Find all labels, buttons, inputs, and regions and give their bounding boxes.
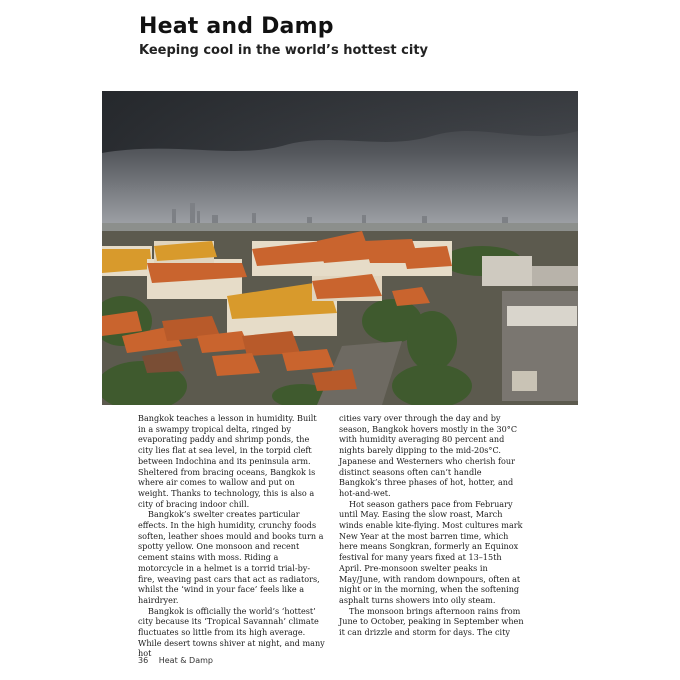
paragraph: Bangkok is officially the world’s ‘hottest’ city because its ‘Tropical Savannah’ climate fluctuates so little from its high average. While desert towns shiver at night, and many hot: [138, 605, 325, 659]
paragraph: Bangkok teaches a lesson in humidity. Built in a swampy tropical delta, ringed by evaporating paddy and shrimp ponds, the city lies flat at sea level, in the torpid cleft between Indochina and its peninsula arm. Sheltered from bracing oceans, Bangkok is where air comes to wallow and put on weight. Thanks to technology, this is also a city of bracing indoor chill.: [138, 413, 317, 509]
paragraph: The monsoon brings afternoon rains from June to October, peaking in September when it can drizzle and storm for days. The city: [339, 605, 524, 638]
body-column-left: [138, 413, 325, 659]
body-column-right: [339, 413, 526, 638]
paragraph: Bangkok’s swelter creates particular effects. In the high humidity, crunchy foods soften, leather shoes mould and books turn a spotty yellow. One monsoon and recent cement stains with moss. Riding a motorcycle in a helmet is a torrid trial-by-fire, weaving past cars that act as radiators, whilst the ‘wind in your face’ feels like a hairdryer.: [138, 509, 324, 605]
bangkok-skyline-photo: [102, 91, 578, 405]
page-number: 36: [138, 656, 149, 665]
page-footer: [138, 656, 213, 665]
page-subtitle: Keeping cool in the world’s hottest city: [139, 43, 429, 58]
paragraph: cities vary over through the day and by season, Bangkok hovers mostly in the 30°C with humidity averaging 80 percent and nights barely dipping to the mid-20s°C. Japanese and Westerners who cherish four distinct seasons often can’t handle Bangkok’s three phases of hot, hotter, and hot-and-wet.: [339, 413, 518, 498]
page-title: Heat and Damp: [139, 14, 334, 39]
paragraph: Hot season gathers pace from February until May. Easing the slow roast, March winds enable kite-flying. Most cultures mark New Year at the most barren time, which here means Songkran, formerly an Equinox festival for many years fixed at 13–15th April. Pre-monsoon swelter peaks in May/June, with random downpours, often at night or in the morning, when the softening asphalt turns showers into oily steam.: [339, 498, 523, 605]
running-head: Heat & Damp: [158, 656, 213, 665]
